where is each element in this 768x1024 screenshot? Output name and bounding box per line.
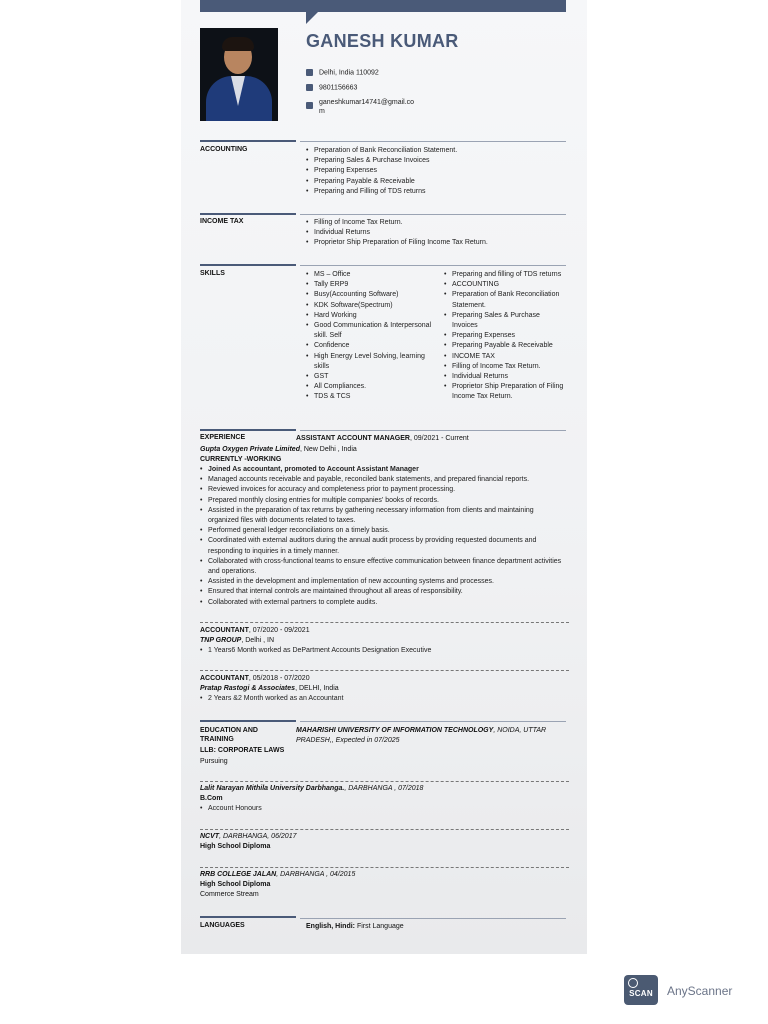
section-title-experience: EXPERIENCE [200, 434, 246, 441]
job1-company [200, 445, 357, 455]
edu3-degree: High School Diploma [200, 843, 271, 850]
camera-icon [628, 978, 638, 988]
email-text-1: ganeshkumar14741@gmail.co [319, 99, 415, 106]
list-item: • Preparing and filling of TDS returns [444, 270, 566, 280]
list-item: • All Compliances. [306, 382, 436, 392]
logo-text: SCAN [629, 989, 653, 998]
company-name: Pratap Rastogi & Associates [200, 685, 296, 692]
profile-photo [200, 28, 278, 121]
job-dates: , 09/2021 - Current [409, 435, 469, 442]
header-bar [200, 0, 566, 12]
school-name: Lalit Narayan Mithila University Darbhanga. [200, 785, 345, 792]
school-detail-2: PRADESH,, Expected in 07/2025 [296, 737, 400, 744]
edu4-degree: High School Diploma [200, 881, 271, 888]
list-item: • Coordinated with external auditors during the annual audit process by providing requested documents and responding to inquiries in a timely manner. [200, 536, 566, 556]
list-item: • Filling of Income Tax Return. [444, 362, 566, 372]
job-dates: , 05/2018 - 07/2020 [248, 675, 310, 682]
list-item: • 2 Years &2 Month worked as an Accountant [200, 694, 566, 704]
section-title-income-tax: INCOME TAX [200, 218, 244, 225]
divider [200, 867, 569, 868]
edu1-note: Pursuing [200, 758, 228, 765]
list-item: • Ensured that internal controls are maintained throughout all areas of responsibility. [200, 587, 566, 597]
section-title-languages: LANGUAGES [200, 922, 245, 929]
list-item: • 1 Years6 Month worked as DePartment Accounts Designation Executive [200, 646, 566, 656]
candidate-name: GANESH KUMAR [306, 31, 459, 51]
school-name: NCVT [200, 833, 220, 840]
edu4-school [200, 870, 355, 880]
job2-company [200, 636, 274, 646]
list-item: • Collaborated with external partners to complete audits. [200, 598, 566, 608]
list-item: • GST [306, 372, 436, 382]
school-name: RRB COLLEGE JALAN [200, 871, 277, 878]
email-text-2: m [319, 108, 325, 115]
section-rule [300, 265, 566, 266]
list-item: • Joined As accountant, promoted to Account Assistant Manager [200, 465, 566, 475]
list-item: • Proprietor Ship Preparation of Filing Income Tax Return. [306, 238, 566, 248]
email-line [306, 98, 414, 116]
section-rule [300, 214, 566, 215]
section-rule [200, 720, 296, 722]
list-item: • Prepared monthly closing entries for multiple companies' books of records. [200, 496, 566, 506]
section-rule [200, 916, 296, 918]
list-item: • Preparing and Filling of TDS returns [306, 187, 566, 197]
job2-title [200, 626, 310, 636]
school-detail: , DARBHANGA, 06/2017 [219, 833, 297, 840]
divider [200, 829, 569, 830]
list-item: • Preparing Payable & Receivable [306, 177, 566, 187]
list-item: • Busy(Accounting Software) [306, 290, 436, 300]
address-line [306, 69, 379, 76]
section-rule [300, 430, 566, 431]
list-item: • Collaborated with cross-functional teams to ensure effective communication between finance department activities and operations. [200, 557, 566, 577]
company-name: Gupta Oxygen Private Limited [200, 446, 300, 453]
list-item: • Individual Returns [444, 372, 566, 382]
phone-text: 9801156663 [319, 84, 358, 92]
skills-list-left [306, 270, 436, 403]
list-item: • INCOME TAX [444, 352, 566, 362]
list-item: • Preparing Sales & Purchase Invoices [306, 156, 566, 166]
list-item: • ACCOUNTING [444, 280, 566, 290]
header-tab [306, 12, 318, 24]
section-rule [300, 141, 566, 142]
company-name: TNP GROUP [200, 637, 242, 644]
list-item: • Confidence [306, 341, 436, 351]
list-item: • High Energy Level Solving, learning skills [306, 352, 436, 372]
list-item: • Individual Returns [306, 228, 566, 238]
job-role: ACCOUNTANT [200, 675, 249, 682]
school-detail: , NOIDA, UTTAR [493, 727, 547, 734]
job1-status: CURRENTLY -WORKING [200, 456, 282, 463]
section-rule [200, 213, 296, 215]
scanner-brand: AnyScanner [667, 984, 733, 998]
list-item: • Preparing Expenses [444, 331, 566, 341]
job3-title [200, 674, 310, 684]
section-title-skills: SKILLS [200, 270, 225, 277]
education-title-1: EDUCATION AND [200, 727, 258, 734]
accounting-list [306, 146, 566, 197]
list-item: • Filling of Income Tax Return. [306, 218, 566, 228]
list-item: • Good Communication & Interpersonal skill. Self [306, 321, 436, 341]
edu2-degree: B.Com [200, 795, 223, 802]
list-item: • Managed accounts receivable and payable, reconciled bank statements, and prepared financial reports. [200, 475, 566, 485]
list-item: • Proprietor Ship Preparation of Filing Income Tax Return. [444, 382, 566, 402]
edu2-school [200, 784, 423, 794]
edu1-degree: LLB: CORPORATE LAWS [200, 747, 285, 754]
divider [200, 781, 569, 782]
list-item: • Preparing Sales & Purchase Invoices [444, 311, 566, 331]
list-item: • Preparing Payable & Receivable [444, 341, 566, 351]
education-title-2: TRAINING [200, 736, 234, 743]
list-item: • Preparation of Bank Reconciliation Statement. [306, 146, 566, 156]
list-item: • Reviewed invoices for accuracy and completeness prior to payment processing. [200, 485, 566, 495]
edu2-list [200, 804, 400, 814]
list-item: • Preparing Expenses [306, 166, 566, 176]
job-role: ASSISTANT ACCOUNT MANAGER [296, 435, 410, 442]
list-item: • Performed general ledger reconciliations on a timely basis. [200, 526, 566, 536]
section-rule [200, 264, 296, 266]
divider [200, 622, 569, 623]
income-tax-list [306, 218, 566, 249]
location-icon [306, 69, 313, 76]
list-item: • Assisted in the preparation of tax returns by gathering necessary information from clients and maintaining organized files with documents related to taxes. [200, 506, 566, 526]
job3-list [200, 694, 566, 704]
job2-list [200, 646, 566, 656]
edu3-school [200, 832, 297, 842]
list-item: • Account Honours [200, 804, 400, 814]
address-text: Delhi, India 110092 [319, 69, 379, 77]
school-detail: , DARBHANGA , 04/2015 [276, 871, 356, 878]
section-title-accounting: ACCOUNTING [200, 146, 248, 153]
edu4-note: Commerce Stream [200, 891, 259, 898]
scanner-logo [624, 975, 658, 1005]
languages-rest: First Language [355, 923, 404, 930]
company-location: , New Delhi , India [299, 446, 357, 453]
job-role: ACCOUNTANT [200, 627, 249, 634]
list-item: • MS – Office [306, 270, 436, 280]
divider [200, 670, 569, 671]
job1-title [296, 434, 469, 444]
section-rule [300, 721, 566, 722]
section-rule [200, 140, 296, 142]
company-location: , DELHI, India [295, 685, 339, 692]
list-item: • Preparation of Bank Reconciliation Statement. [444, 290, 566, 310]
list-item: • Tally ERP9 [306, 280, 436, 290]
job1-list [200, 465, 566, 608]
phone-line [306, 84, 357, 91]
list-item: • Assisted in the development and implementation of new accounting systems and processes. [200, 577, 566, 587]
phone-icon [306, 84, 313, 91]
languages-bold: English, Hindi: [306, 923, 355, 930]
email-icon [306, 102, 313, 109]
list-item: • KDK Software(Spectrum) [306, 301, 436, 311]
list-item: • TDS & TCS [306, 392, 436, 402]
company-location: , Delhi , IN [241, 637, 275, 644]
section-rule [300, 918, 566, 919]
school-detail: , DARBHANGA , 07/2018 [344, 785, 424, 792]
edu1-school [296, 726, 566, 746]
job-dates: , 07/2020 - 09/2021 [248, 627, 310, 634]
school-name: MAHARISHI UNIVERSITY OF INFORMATION TECHNOLOGY [296, 727, 494, 734]
section-rule [200, 429, 296, 431]
job3-company [200, 684, 339, 694]
section-title-education [200, 726, 258, 744]
skills-list-right [444, 270, 566, 403]
languages-value [306, 922, 404, 932]
list-item: • Hard Working [306, 311, 436, 321]
